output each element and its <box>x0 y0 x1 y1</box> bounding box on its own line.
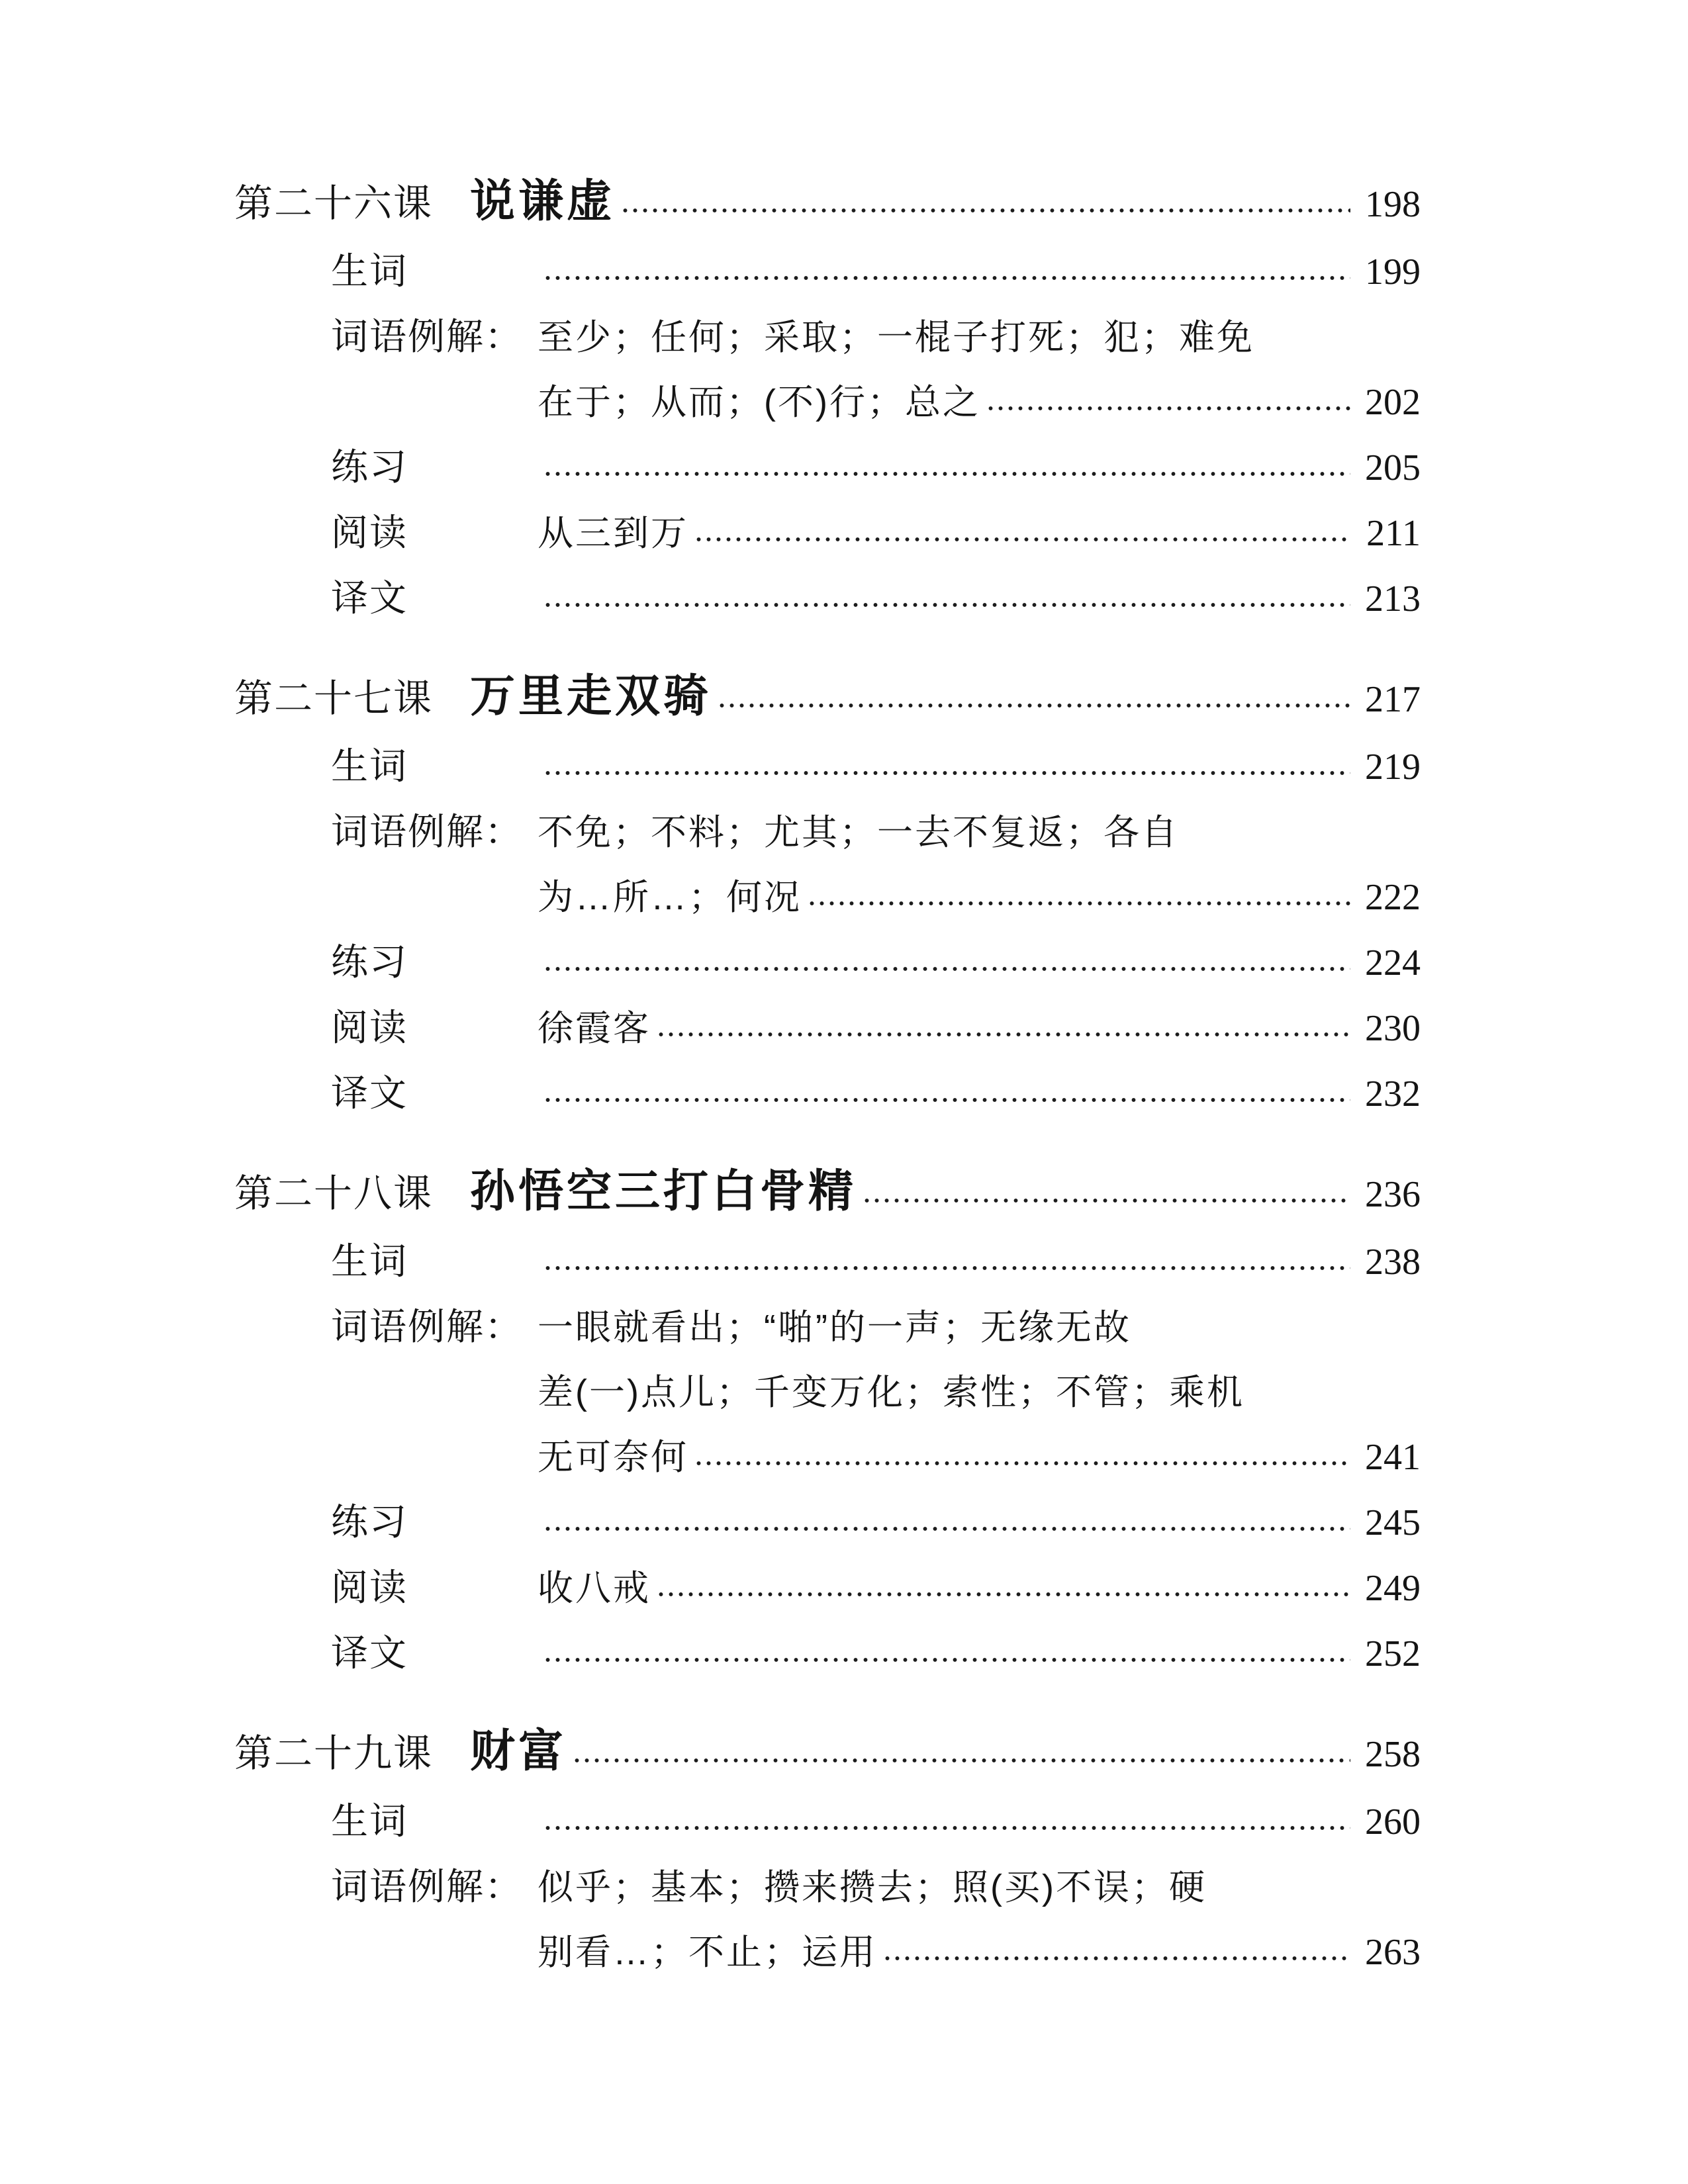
entry-label: 译文 <box>331 1632 408 1674</box>
entry-text: 至少；任何；采取；一棍子打死；犯；难免 <box>538 318 1254 357</box>
lesson-title: 财富 <box>470 1726 567 1776</box>
dot-leader <box>986 402 1350 414</box>
page-number: 217 <box>1365 679 1421 720</box>
toc-entry-row <box>234 799 1421 865</box>
entry-label: 生词 <box>331 745 408 787</box>
dot-leader <box>543 1654 1350 1666</box>
toc-entry-row <box>234 865 1421 930</box>
entry-text: 在于；从而；(不)行；总之 <box>538 383 980 422</box>
entry-label: 练习 <box>331 1501 408 1543</box>
dot-leader <box>543 599 1350 611</box>
toc-lesson <box>234 662 1421 1126</box>
page-number: 199 <box>1365 251 1421 293</box>
entry-label: 译文 <box>331 1072 408 1114</box>
dot-leader <box>807 897 1350 909</box>
entry-label: 练习 <box>331 941 408 983</box>
table-of-contents <box>234 167 1421 2015</box>
page-number: 213 <box>1365 578 1421 619</box>
entry-label: 词语例解： <box>331 1306 523 1347</box>
entry-label: 阅读 <box>331 512 408 553</box>
toc-entry-row <box>234 500 1421 566</box>
page-number: 222 <box>1365 877 1421 918</box>
entry-label: 生词 <box>331 250 408 292</box>
page-number: 236 <box>1365 1174 1421 1215</box>
page-number: 219 <box>1365 747 1421 788</box>
toc-entry-row <box>234 1555 1421 1621</box>
dot-leader <box>543 272 1350 284</box>
dot-leader <box>543 1822 1350 1834</box>
page-number: 211 <box>1366 513 1421 554</box>
page-number: 241 <box>1365 1437 1421 1478</box>
toc-lesson <box>234 167 1421 631</box>
toc-entry-row <box>234 995 1421 1061</box>
entry-label: 生词 <box>331 1240 408 1282</box>
dot-leader <box>656 1588 1350 1600</box>
lesson-header <box>234 662 1421 734</box>
entry-text: 从三到万 <box>538 514 688 553</box>
dot-leader <box>543 963 1350 975</box>
dot-leader <box>543 767 1350 779</box>
lesson-header <box>234 167 1421 239</box>
toc-entry-row <box>234 1229 1421 1295</box>
dot-leader <box>543 1094 1350 1106</box>
toc-entry-row <box>234 1425 1421 1490</box>
dot-leader <box>862 1195 1350 1206</box>
page-number: 249 <box>1365 1568 1421 1609</box>
lesson-title: 孙悟空三打白骨精 <box>470 1166 857 1216</box>
entry-text: 不免；不料；尤其；一去不复返；各自 <box>538 813 1179 852</box>
lesson-number: 第二十八课 <box>234 1172 434 1215</box>
page-number: 202 <box>1365 382 1421 423</box>
lesson-number: 第二十七课 <box>234 677 434 720</box>
entry-text: 为…所…；何况 <box>538 878 802 917</box>
entry-text: 差(一)点儿；千变万化；索性；不管；乘机 <box>538 1373 1244 1412</box>
toc-entry-row <box>234 734 1421 799</box>
entry-label: 阅读 <box>331 1567 408 1608</box>
entry-label: 阅读 <box>331 1007 408 1048</box>
page-number: 245 <box>1365 1502 1421 1543</box>
dot-leader <box>572 1754 1350 1766</box>
lesson-header <box>234 1157 1421 1229</box>
lesson-header <box>234 1717 1421 1789</box>
toc-entry-row <box>234 239 1421 304</box>
toc-entry-row <box>234 304 1421 370</box>
entry-label: 译文 <box>331 577 408 619</box>
entry-text: 一眼就看出；“啪”的一声；无缘无故 <box>538 1308 1131 1347</box>
page-number: 198 <box>1365 184 1421 225</box>
toc-lesson <box>234 1157 1421 1686</box>
lesson-title: 万里走双骑 <box>470 671 712 721</box>
dot-leader <box>543 1262 1350 1274</box>
toc-entry-row <box>234 1854 1421 1920</box>
toc-entry-row <box>234 435 1421 500</box>
dot-leader <box>543 1523 1350 1535</box>
entry-text: 别看…；不止；运用 <box>538 1933 877 1972</box>
lesson-title: 说谦虚 <box>470 176 616 226</box>
page-number: 263 <box>1365 1932 1421 1973</box>
toc-entry-row <box>234 1061 1421 1126</box>
page-number: 260 <box>1365 1801 1421 1843</box>
toc-entry-row <box>234 370 1421 435</box>
entry-label: 练习 <box>331 446 408 488</box>
dot-leader <box>882 1952 1350 1964</box>
toc-entry-row <box>234 1789 1421 1854</box>
toc-entry-row <box>234 566 1421 631</box>
dot-leader <box>543 468 1350 480</box>
entry-text: 收八戒 <box>538 1569 651 1608</box>
toc-entry-row <box>234 930 1421 995</box>
toc-entry-row <box>234 1360 1421 1425</box>
toc-entry-row <box>234 1490 1421 1555</box>
entry-label: 词语例解： <box>331 1866 523 1907</box>
dot-leader <box>620 205 1350 216</box>
entry-text: 徐霞客 <box>538 1009 651 1048</box>
page-number: 232 <box>1365 1073 1421 1115</box>
toc-entry-row <box>234 1920 1421 1985</box>
toc-entry-row <box>234 1621 1421 1686</box>
dot-leader <box>694 533 1350 545</box>
page-number: 224 <box>1365 942 1421 983</box>
page-number: 230 <box>1365 1008 1421 1049</box>
toc-lesson <box>234 1717 1421 1985</box>
toc-entry-row <box>234 1295 1421 1360</box>
lesson-number: 第二十九课 <box>234 1732 434 1775</box>
lesson-number: 第二十六课 <box>234 182 434 225</box>
entry-label: 生词 <box>331 1800 408 1842</box>
entry-text: 似乎；基本；攒来攒去；照(买)不误；硬 <box>538 1868 1207 1907</box>
page-number: 252 <box>1365 1633 1421 1674</box>
entry-label: 词语例解： <box>331 811 523 852</box>
entry-label: 词语例解： <box>331 316 523 357</box>
dot-leader <box>694 1457 1350 1469</box>
page-number: 258 <box>1365 1734 1421 1775</box>
page-number: 238 <box>1365 1242 1421 1283</box>
dot-leader <box>656 1028 1350 1040</box>
dot-leader <box>717 700 1350 711</box>
page-number: 205 <box>1365 447 1421 488</box>
entry-text: 无可奈何 <box>538 1437 688 1477</box>
